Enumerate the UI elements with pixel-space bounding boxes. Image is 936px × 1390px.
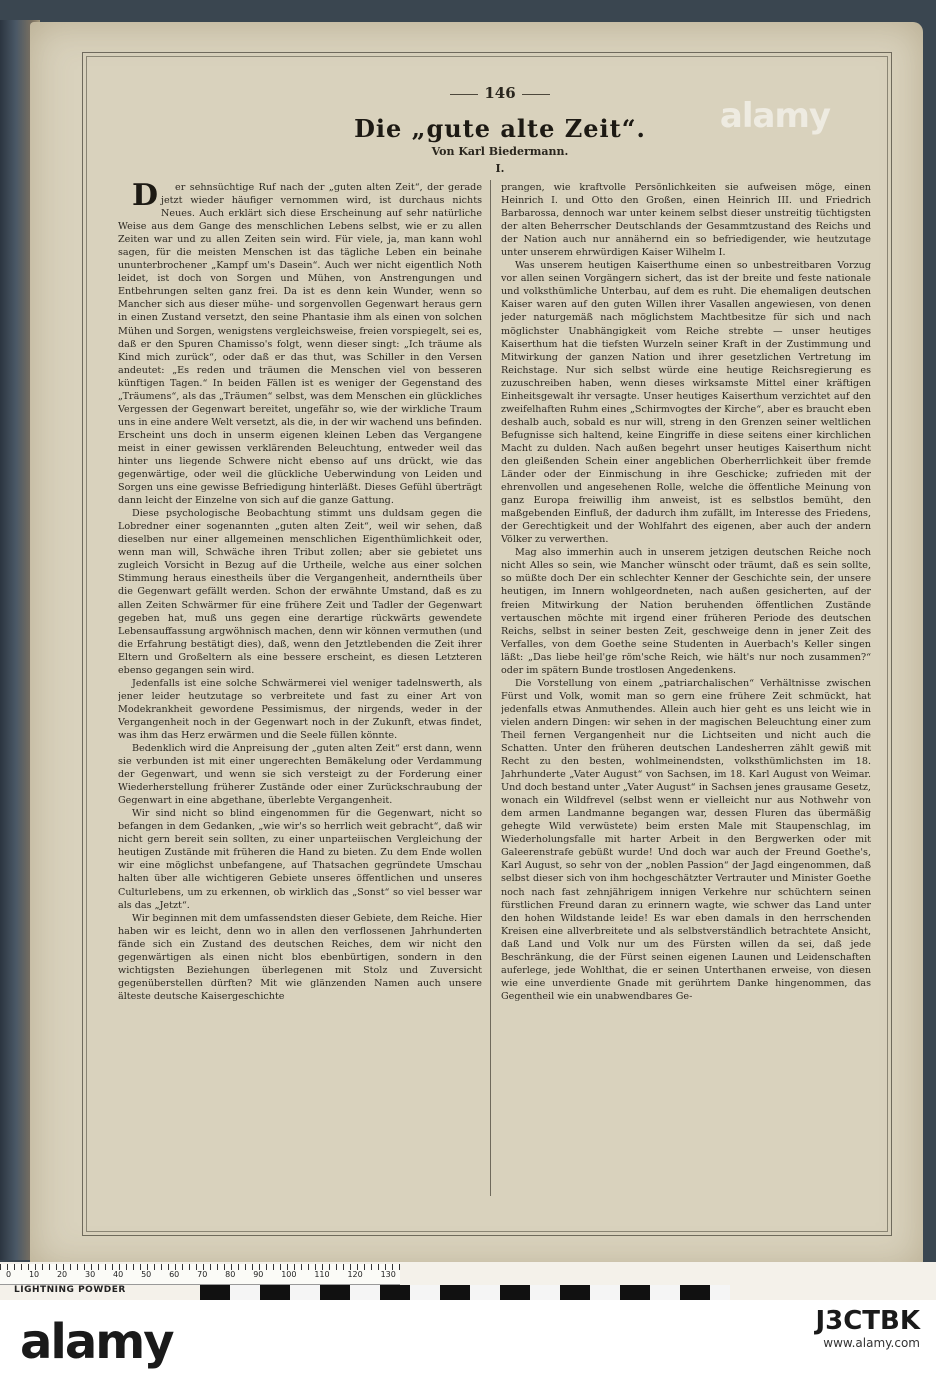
paragraph: Bedenklich wird die Anpreisung der „guten alten Zeit“ erst dann, wenn sie verbunden ist mit einer ungerechten Bemäkelung oder Verdammung der Gegenwart, und wenn sie sich versteigt zu der Forderung einer Wiederherstellung früherer Zustände oder einer Zurückschraubung der Gegenwart in eine abgethane, überlebte Vergangenheit. [118,743,482,807]
paragraph: Jedenfalls ist eine solche Schwärmerei viel weniger tadelnswerth, als jener leider heutzutage so verbreitete und fast zu einer Art von Modekrankheit gewordene Pessimismus, der nirgends, weder in der Vergangenheit noch in der Gegenwart noch in der Zukunft, etwas findet, was ihm das Herz erwärmen und die Seele füllen könnte. [118,677,482,741]
drop-cap: D [132,181,159,213]
paragraph: Wir sind nicht so blind eingenommen für die Gegenwart, nicht so befangen in dem Gedanken, „wie wir's so herrlich weit gebracht“, daß wir nicht gern bereit sein sollten, zu einer unparteiischen Vergleichung der heutigen Zustände mit früheren die Hand zu bieten. Zu dem Ende wollen wir eine möglichst unbefangene, auf Thatsachen gegründete Umschau halten über alle wichtigeren Gebiete unseres öffentlichen und unseres Culturlebens, um zu erkennen, ob wirklich das „Sonst“ so viel besser war als das „Jetzt“. [118,808,482,911]
paragraph: Wir beginnen mit dem umfassendsten dieser Gebiete, dem Reiche. Hier haben wir es leicht, denn wo in allen den verflossenen Jahrhunderten fände sich ein Zustand des deutschen Reiches, dem wir nicht den gegenwärtigen als einen nicht blos ebenbürtigen, sondern in den wichtigsten Beziehungen überlegenen mit Stolz und Zuversicht gegenüberstellen dürften? Mit wie glänzenden Namen auch unsere älteste deutsche Kaisergeschichte [118,912,482,1002]
ruler-label: 60 [169,1270,180,1279]
ruler-label: 130 [380,1270,396,1279]
alamy-logo: alamy [20,1314,173,1370]
measurement-ruler [0,1264,400,1285]
site-url: www.alamy.com [823,1336,920,1350]
image-id-block [700,1306,920,1350]
article-byline: Von Karl Biedermann. [431,145,569,158]
ruler-label: 70 [197,1270,208,1279]
paragraph: Was unserem heutigen Kaiserthume einen so unbestreitbaren Vorzug vor allen seinen Vorgängern sichert, das ist der breite und feste nationale und volksthümliche Unterbau, auf dem es ruht. Die ehemaligen deutschen Kaiser waren auf den guten Willen ihrer Vasallen angewiesen, von denen jeder naturgemäß nach möglichstem Machtbesitze für sich und nach möglichster Unabhängigkeit vom Reiche strebte — unser heutiges Kaiserthum hat die tiefsten Wurzeln seiner Kraft in der Zustimmung und Mitwirkung der ganzen Nation und ihrer gesetzlichen Vertretung im Reichstage. Nur sich selbst würde eine heutige Reichsregierung es zuzuschreiben haben, wenn dieses wirksamste Mittel einer kräftigen Einheitsgewalt ihr versagte. Unser heutiges Kaiserthum verzichtet auf den zweifelhaften Ruhm eines „Schirmvogtes der Kirche“, aber es braucht eben deshalb auch, sobald es nur will, streng in den Grenzen seiner weltlichen Befugnisse sich haltend, keine Eingriffe in diese seitens einer kirchlichen Macht zu dulden. Nach außen begehrt unser heutiges Kaiserthum nicht den gleißenden Schein einer angeblichen Oberherrlichkeit über fremde Länder oder der Einmischung in ihre Geschicke; zufrieden mit der ehrenvollen und angesehenen Rolle, welche die öffentliche Meinung von ganz Europa freiwillig ihm anweist, ist es selbstlos bemüht, den maßgebenden Einfluß, der dadurch ihm zufällt, im Interesse des Friedens, der Gerechtigkeit und der Wohlfahrt des eigenen, aber auch der andern Völker zu verwerthen. [501,260,871,546]
paragraph: Die Vorstellung von einem „patriarchalischen“ Verhältnisse zwischen Fürst und Volk, womit man so gern eine frühere Zeit schmückt, hat jedenfalls etwas Anmuthendes. Allein auch hier geht es uns leicht wie in vielen andern Dingen: wir sehen in der magischen Beleuchtung einer zum Theil fernen Vergangenheit nur die Lichtseiten und nicht auch die Schatten. Unter den früheren deutschen Landesherren zählt gewiß mit Recht zu den besten, wohlmeinendsten, volksthümlichsten im 18. Jahrhunderte „Vater August“ von Sachsen, im 18. Karl August von Weimar. Und doch bestand unter „Vater August“ in Sachsen jenes grausame Gesetz, wonach ein Wildfrevel (selbst wenn er vielleicht nur aus Nothwehr von dem armen Landmanne begangen war, dessen Fluren das übermäßig gehegte Wild verwüstete) beim ersten Male mit Staupenschlag, im Wiederholungsfalle mit harter Arbeit in den Bergwerken oder mit Galeerenstrafe gebüßt wurde! Und doch war auch der Freund Goethe's, Karl August, so sehr von der „noblen Passion“ der Jagd eingenommen, daß selbst dieser sich von ihm hochgeschätzter Vertrauter und Minister Goethe noch nach fast zehnjährigem innigen Verkehre nur schüchtern seinen fürstlichen Freund daran zu erinnern wagte, wie schwer das Land unter den hohen Wildstande leide! Es war eben damals in den herrschenden Kreisen eine allverbreitete und als selbstverständlich betrachtete Ansicht, daß Land und Volk nur um des Fürsten willen da sei, daß jede Beschränkung, die der Fürst seinen eigenen Launen und Leidenschaften auferlege, jede Wohlthat, die er seinen Unterthanen erweise, von diesen wie eine unverdiente Gnade mit gerührtem Danke hingenommen, das Gegentheil wie ein unabwendbares Ge- [501,677,871,1002]
paragraph: prangen, wie kraftvolle Persönlichkeiten sie aufweisen möge, einen Heinrich I. und Otto den Großen, einen Heinrich III. und Friedrich Barbarossa, dennoch war unter keinem selbst dieser unstreitig tüchtigsten der alten Beherrscher Deutschlands der Gesammtzustand des Reichs und der Nation auch nur annähernd ein so befriedigender, wie heutzutage unter unserem ehrwürdigen Kaiser Wilhelm I. [501,182,871,259]
text-column-left [118,181,482,1197]
image-id: J3CTBK [815,1306,920,1336]
ruler-label: 10 [28,1270,40,1279]
ruler-label: 30 [85,1270,96,1279]
ruler-label: 80 [225,1270,236,1279]
column-divider [490,180,491,1196]
ruler-label: 0 [6,1270,12,1279]
gray-scale-bars [200,1285,730,1300]
page-number: 146 [430,84,570,102]
paragraph: Mag also immerhin auch in unserem jetzigen deutschen Reiche noch nicht Alles so sein, wie Mancher wünscht oder träumt, daß es sein sollte, so müßte doch Der ein schlechter Kenner der Geschichte sein, der unsere heutigen, im Innern wohlgeordneten, nach außen gesicherten, auf der freien Mitwirkung der Nation beruhenden öffentlichen Zustände vertauschen möchte mit irgend einer früheren Periode des deutschen Reichs, selbst in seiner besten Zeit, geschweige denn in jener Zeit des Verfalles, von dem Goethe seine Studenten in Auerbach's Keller singen läßt: „Das liebe heil'ge röm'sche Reich, wie hält's nur noch zusammen?“ oder im spätern Bunde trostlosen Angedenkens. [501,547,871,676]
ruler-label: 120 [347,1270,363,1279]
ruler-label: 40 [113,1270,124,1279]
ruler-label: 50 [141,1270,152,1279]
article-part-number: I. [495,162,505,175]
ruler-labels [6,1270,396,1279]
paragraph: Diese psychologische Beobachtung stimmt uns duldsam gegen die Lobredner einer sogenannten „guten alten Zeit“, weil wir sehen, daß dieselben nur einer allgemeinen menschlichen Eigenthümlichkeit oder, wenn man will, Schwäche ihren Tribut zollen; aber sie gebietet uns zugleich Vorsicht in Bezug auf die Urtheile, welche aus einer solchen Stimmung heraus einestheils über die Vergangenheit, anderntheils über die Gegenwart gefällt werden. Schon der erwähnte Umstand, daß es zu allen Zeiten Schwärmer für eine frühere Zeit und Tadler der Gegenwart gegeben hat, muß uns gegen eine derartige rückwärts gewendete Lebensauffassung argwöhnisch machen, denn wir können vermuthen (und die Erfahrung bestätigt dies), daß, wenn den Jetztlebenden die Zeit ihrer Eltern und Großeltern als eine bessere erscheint, es diesen Letzteren ebenso gegangen sein wird. [118,508,482,676]
ruler-label: 100 [281,1270,297,1279]
text-column-right [501,181,871,1197]
ruler-label: 90 [253,1270,264,1279]
paragraph: D er sehnsüchtige Ruf nach der „guten alten Zeit“, der gerade jetzt wieder häufiger vernommen wird, ist durchaus nichts Neues. Auch erklärt sich diese Erscheinung auf sehr natürliche Weise aus dem Gange des menschlichen Lebens selbst, wie er zu allen Zeiten war und zu allen Zeiten sein wird. Für viele, ja, man kann wohl sagen, für die meisten Menschen ist das tägliche Leben ein beinahe ununterbrochener „Kampf um's Dasein“. Auch wer nicht eigentlich Noth leidet, ist doch von Sorgen und Mühen, von Anstrengungen und Entbehrungen selten ganz frei. Da ist es denn kein Wunder, wenn so Mancher sich aus dieser mühe- und sorgenvollen Gegenwart heraus gern in einen Zustand versetzt, den seine Phantasie ihm als einen von solchen Mühen und Sorgen, wenigstens vergleichsweise, freien vorspiegelt, sei es, daß er den Spuren Chamisso's folgt, wenn dieser singt: „Ich träume als Kind mich zurück“, oder daß er das thut, was Schiller in den Versen andeutet: „Es reden und träumen die Menschen viel von besseren künftigen Tagen.“ In beiden Fällen ist es weniger der Gegenstand des „Träumens“, als das „Träumen“ selbst, was dem Menschen ein glückliches Vergessen der Gegenwart bereitet, ungefähr so, wie der wirkliche Traum uns in eine andere Welt versetzt, als die, in der wir wachend uns befinden. Erscheint uns doch in unserm eigenen kleinen Leben das Vergangene meist in einer gewissen verklärenden Beleuchtung, entweder weil das hinter uns liegende Schwere nicht ebenso auf uns drückt, wie das gegenwärtige, oder weil die glückliche Ueberwindung von Leiden und Sorgen uns eine gewisse Befriedigung hinterläßt. Dieses Gefühl überträgt dann leicht der Einzelne von sich auf die ganze Gattung. [118,181,482,507]
ruler-caption: LIGHTNING POWDER [14,1285,126,1295]
watermark-logo: alamy [719,96,831,136]
ruler-label: 20 [56,1270,68,1279]
article-title: Die „gute alte Zeit“. [354,114,646,143]
ruler-label: 110 [314,1270,330,1279]
